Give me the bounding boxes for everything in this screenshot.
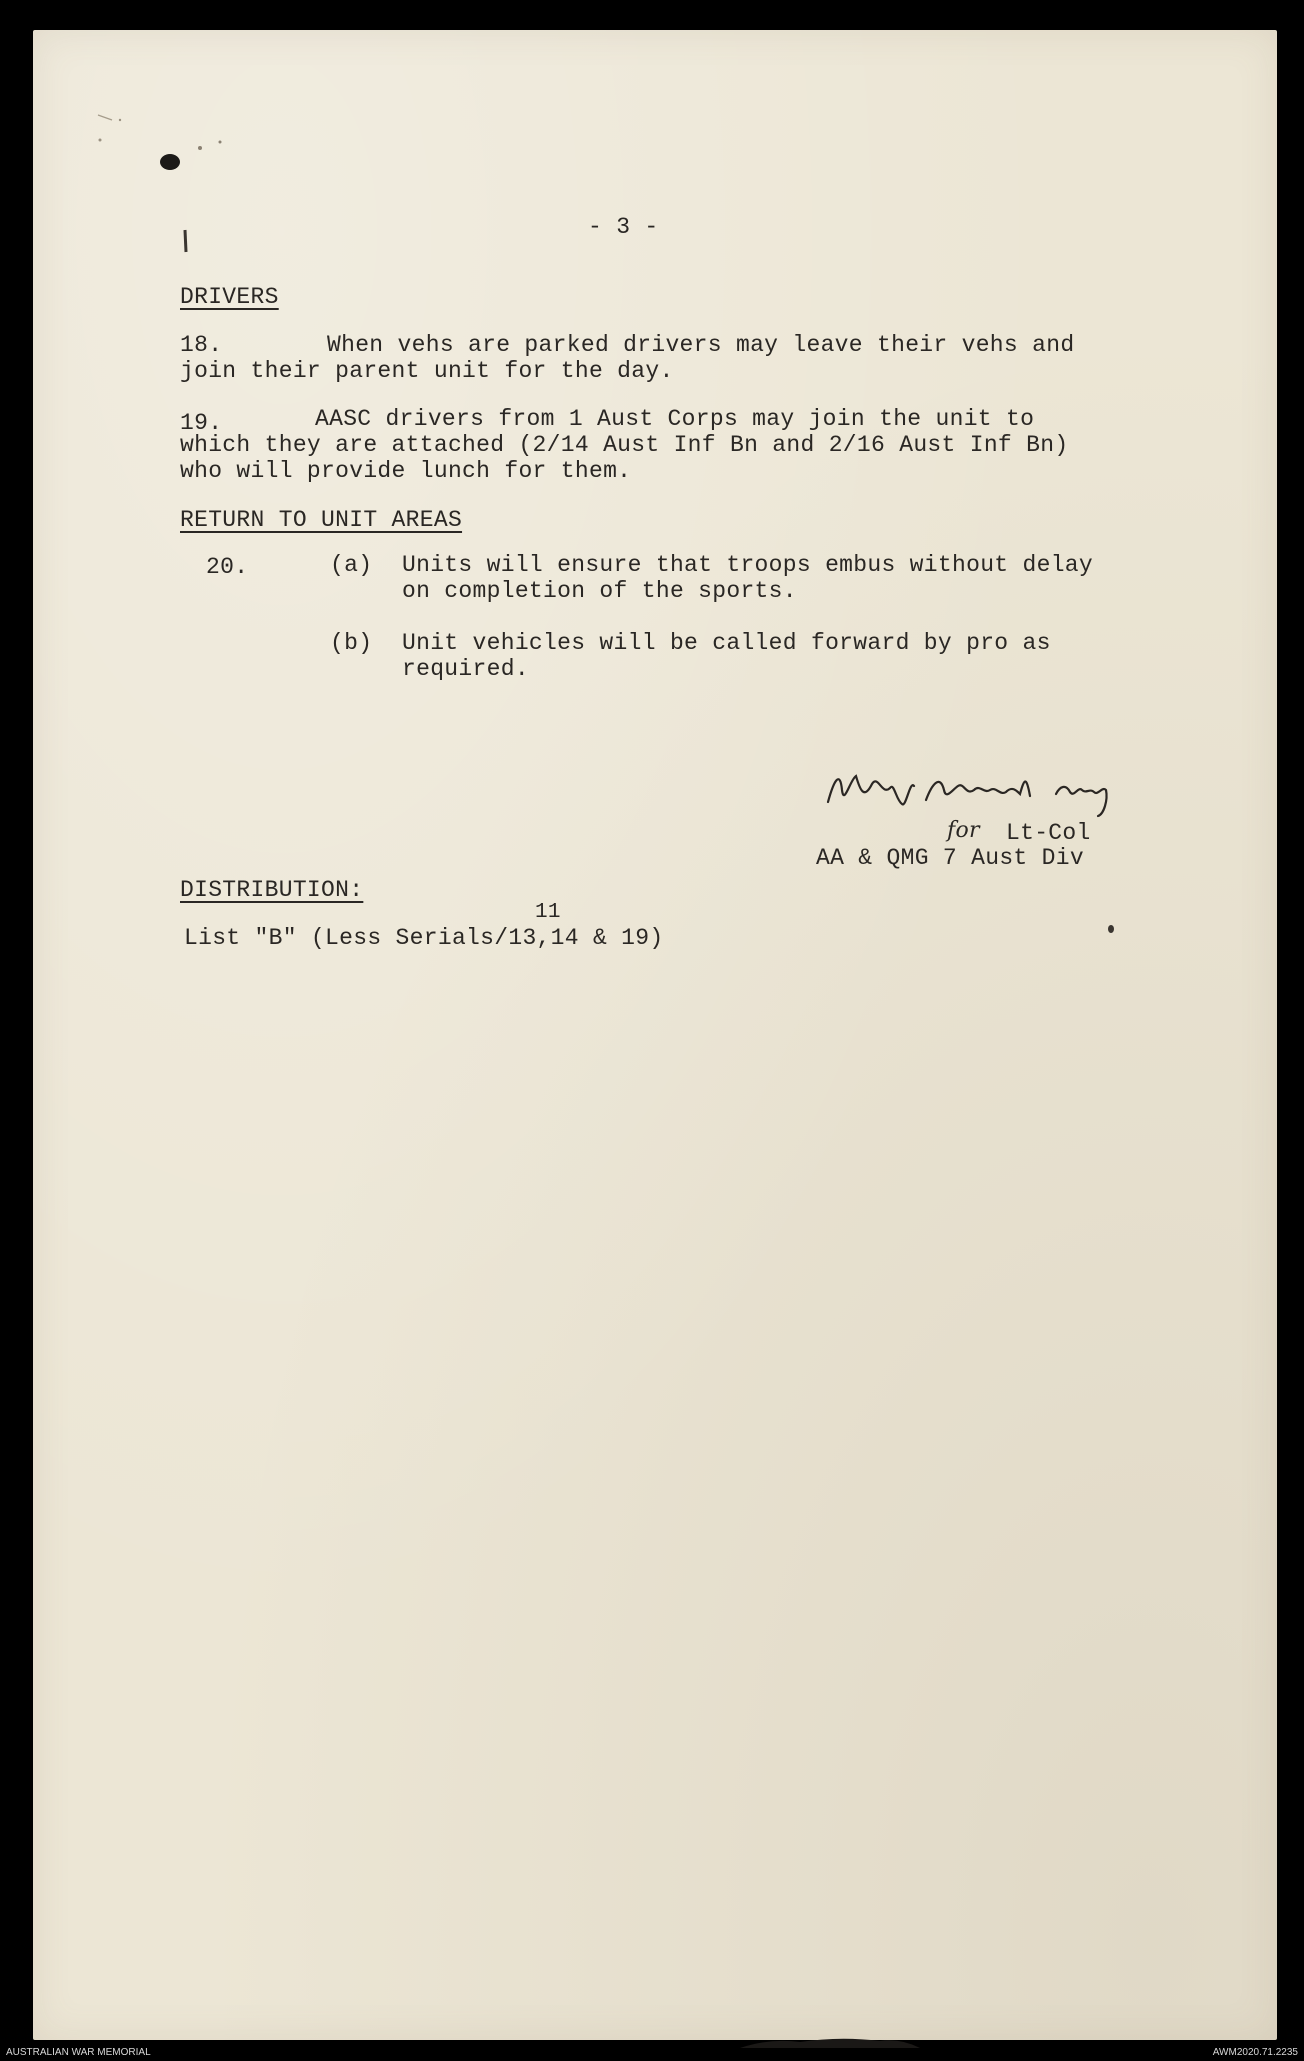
subparagraph-label-a: (a) (330, 552, 373, 578)
paragraph-18-line-2: join their parent unit for the day. (180, 358, 674, 384)
paragraph-20a-line-2: on completion of the sports. (402, 578, 797, 604)
paragraph-19-line-1: AASC drivers from 1 Aust Corps may join the unit to (315, 406, 1035, 432)
handwritten-signature (820, 760, 1140, 820)
signature-title-line-1: Lt-Col (1006, 820, 1091, 846)
paper-blemish-icon (70, 80, 270, 260)
signature-title-line-2: AA & QMG 7 Aust Div (816, 845, 1084, 871)
ink-dot-icon (1106, 924, 1116, 934)
subparagraph-label-b: (b) (330, 630, 373, 656)
paragraph-19-line-3: who will provide lunch for them. (180, 458, 632, 484)
paragraph-20a-line-1: Units will ensure that troops embus without delay (402, 552, 1094, 578)
paragraph-number-20: 20. (206, 554, 249, 580)
paragraph-20b-line-2: required. (402, 656, 529, 682)
section-heading-return-to-unit-areas: RETURN TO UNIT AREAS (180, 507, 463, 533)
paragraph-number-18: 18. (180, 332, 223, 358)
distribution-list: List "B" (Less Serials/13,14 & 19) (184, 925, 664, 951)
paragraph-19-line-2: which they are attached (2/14 Aust Inf Bn and 2/16 Aust Inf Bn) (180, 432, 1069, 458)
section-heading-drivers: DRIVERS (180, 284, 279, 310)
distribution-superscript: 11 (535, 901, 561, 924)
footer-accession-number: AWM2020.71.2235 (1212, 2047, 1298, 2058)
footer-institution: AUSTRALIAN WAR MEMORIAL (6, 2047, 151, 2058)
paragraph-18-line-1: When vehs are parked drivers may leave their vehs and (327, 332, 1075, 358)
paragraph-number-19: 19. (180, 410, 223, 436)
paper-tear-icon (740, 2036, 920, 2048)
paragraph-20b-line-1: Unit vehicles will be called forward by pro as (402, 630, 1051, 656)
distribution-heading: DISTRIBUTION: (180, 877, 364, 903)
signature-for-note: for (947, 818, 980, 843)
page-number: - 3 - (588, 214, 659, 240)
